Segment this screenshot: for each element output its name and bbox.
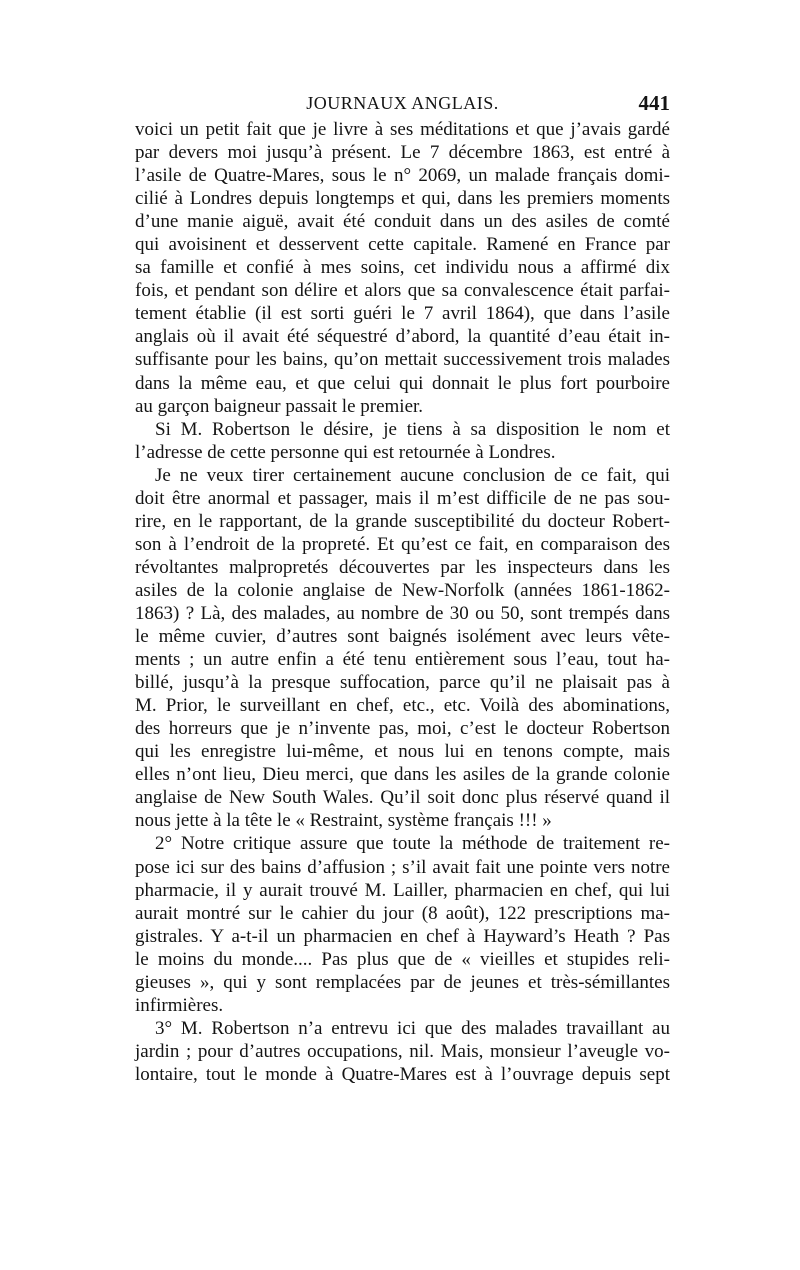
text-line: par devers moi jusqu’à présent. Le 7 décembre 1863, est entré à	[135, 142, 670, 164]
text-line: l’adresse de cette personne qui est retournée à Londres.	[135, 441, 556, 463]
text-line: 1863) ? Là, des malades, au nombre de 30 ou 50, sont trempés dans	[135, 602, 670, 624]
text-line: dans la même eau, et que celui qui donnait le plus fort pourboire	[135, 372, 670, 394]
text-line: sa famille et confié à mes soins, cet individu nous a affirmé dix	[135, 257, 670, 279]
text-line: cilié à Londres depuis longtemps et qui, dans les premiers moments	[135, 188, 670, 210]
text-line: Je ne veux tirer certainement aucune conclusion de ce fait, qui	[155, 464, 670, 486]
text-line: elles n’ont lieu, Dieu merci, que dans les asiles de la grande colonie	[135, 764, 670, 786]
text-line: anglaise de New South Wales. Qu’il soit donc plus réservé quand il	[135, 787, 670, 809]
text-line: aurait montré sur le cahier du jour (8 août), 122 prescriptions ma-	[135, 902, 670, 924]
text-line: gistrales. Y a-t-il un pharmacien en chef à Hayward’s Heath ? Pas	[135, 925, 670, 947]
text-line: qui les enregistre lui-même, et nous lui en tenons compte, mais	[135, 741, 670, 763]
text-line: son à l’endroit de la propreté. Et qu’est ce fait, en comparaison des	[135, 533, 670, 555]
text-line: voici un petit fait que je livre à ses méditations et que j’avais gardé	[135, 119, 670, 140]
text-line: nous jette à la tête le « Restraint, système français !!! »	[135, 810, 552, 832]
text-line: des horreurs que je n’invente pas, moi, c’est le docteur Robertson	[135, 718, 670, 740]
text-line: M. Prior, le surveillant en chef, etc., etc. Voilà des abominations,	[135, 695, 670, 717]
text-line: ments ; un autre enfin a été tenu entièrement sous l’eau, tout ha-	[135, 649, 670, 671]
running-title: JOURNAUX ANGLAIS.	[306, 93, 499, 113]
text-line: anglais où il avait été séquestré d’abord, la quantité d’eau était in-	[135, 326, 670, 348]
text-line: l’asile de Quatre-Mares, sous le n° 2069, un malade français domi-	[135, 165, 670, 187]
text-line: asiles de la colonie anglaise de New-Norfolk (années 1861-1862-	[135, 579, 670, 601]
text-line: fois, et pendant son délire et alors que sa convalescence était parfai-	[135, 280, 670, 302]
running-head	[135, 90, 670, 116]
text-line: doit être anormal et passager, mais il m’est difficile de ne pas sou-	[135, 487, 670, 509]
text-line: qui avoisinent et desservent cette capitale. Ramené en France par	[135, 234, 670, 256]
text-line: au garçon baigneur passait le premier.	[135, 395, 424, 417]
text-line: Si M. Robertson le désire, je tiens à sa disposition le nom et	[155, 418, 670, 440]
text-line: lontaire, tout le monde à Quatre-Mares est à l’ouvrage depuis sept	[135, 1063, 670, 1085]
text-line: rire, en le rapportant, de la grande susceptibilité du docteur Robert-	[135, 510, 670, 532]
text-line: d’une manie aiguë, avait été conduit dans un des asiles de comté	[135, 211, 670, 233]
text-line: suffisante pour les bains, qu’on mettait successivement trois malades	[135, 349, 670, 371]
text-line: tement établie (il est sorti guéri le 7 avril 1864), que dans l’asile	[135, 303, 670, 325]
text-line: 2° Notre critique assure que toute la méthode de traitement re-	[155, 833, 670, 855]
text-line: infirmières.	[135, 994, 224, 1016]
text-line: jardin ; pour d’autres occupations, nil. Mais, monsieur l’aveugle vo-	[135, 1040, 670, 1062]
page-number: 441	[638, 91, 670, 115]
text-line: gieuses », qui y sont remplacées par de jeunes et très-sémillantes	[135, 971, 670, 993]
text-line: 3° M. Robertson n’a entrevu ici que des malades travaillant au	[155, 1017, 670, 1039]
text-line: pharmacie, il y aurait trouvé M. Lailler, pharmacien en chef, qui lui	[135, 879, 670, 901]
text-line: le moins du monde.... Pas plus que de « vieilles et stupides reli-	[135, 948, 670, 970]
text-line: pose ici sur des bains d’affusion ; s’il avait fait une pointe vers notre	[135, 856, 670, 878]
text-line: le même cuvier, d’autres sont baignés isolément avec leurs vête-	[135, 626, 670, 648]
text-line: révoltantes malpropretés découvertes par les inspecteurs dans les	[135, 556, 670, 578]
text-line: billé, jusqu’à la presque suffocation, parce qu’il ne plaisait pas à	[135, 672, 670, 694]
body-text	[135, 118, 670, 1086]
